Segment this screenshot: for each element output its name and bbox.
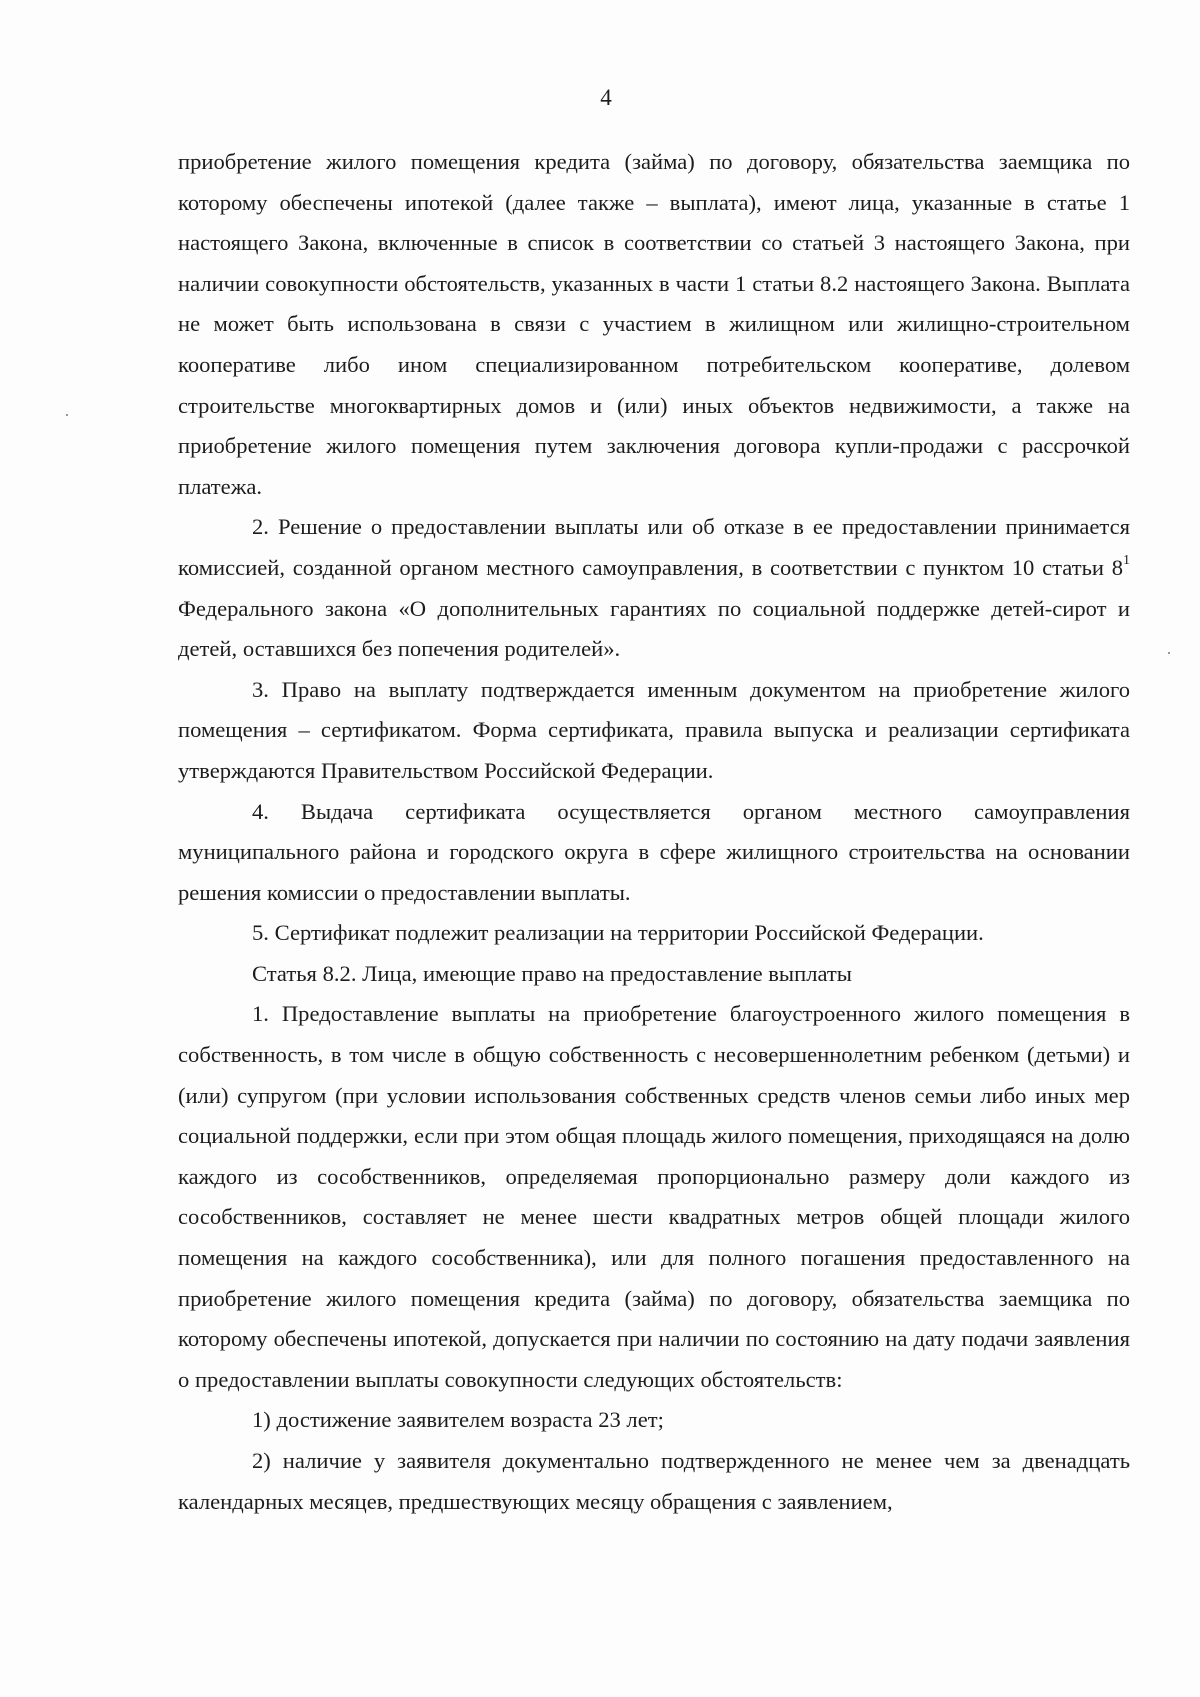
paragraph-2-text-start: 2. Решение о предоставлении выплаты или об отказе в ее предоставлении принимается комиссией, созданной органом местного самоуправления, в соответствии с пунктом 10 статьи 8 [178,514,1130,580]
scan-speck [66,414,68,416]
paragraph-2-text-end: Федерального закона «О дополнительных гарантиях по социальной поддержке детей-сирот и детей, оставшихся без попечения родителей». [178,595,1130,662]
list-item-2: 2) наличие у заявителя документально подтвержденного не менее чем за двенадцать календарных месяцев, предшествующих месяцу обращения с заявлением, [178,1448,1130,1514]
paragraph-3: 3. Право на выплату подтверждается именным документом на приобретение жилого помещения – сертификатом. Форма сертификата, правила выпуска и реализации сертификата утверждаются Правительством Российской Федерации. [178,676,1130,783]
superscript-1: 1 [1123,553,1130,569]
scan-speck [1168,652,1170,654]
paragraph-continuation: приобретение жилого помещения кредита (займа) по договору, обязательства заемщика по которому обеспечены ипотекой (далее также – выплата), имеют лица, указанные в статье 1 настоящего Закона, включенные в список в соответствии со статьей 3 настоящего Закона, при наличии совокупности обстоятельств, указанных в части 1 статьи 8.2 настоящего Закона. Выплата не может быть использована в связи с участием в жилищном или жилищно-строительном кооперативе либо ином специализированном потребительском кооперативе, долевом строительстве многоквартирных домов и (или) иных объектов недвижимости, а также на приобретение жилого помещения путем заключения договора купли-продажи с рассрочкой платежа. [178,149,1130,499]
paragraph-2 [178,507,1130,669]
paragraph-article-8-2-part-1: 1. Предоставление выплаты на приобретение благоустроенного жилого помещения в собственность, в том числе в общую собственность с несовершеннолетним ребенком (детьми) и (или) супругом (при условии использования собственных средств членов семьи либо иных мер социальной поддержки, если при этом общая площадь жилого помещения, приходящаяся на долю каждого из сособственников, определяемая пропорционально размеру доли каждого из сособственников, составляет не менее шести квадратных метров общей площади жилого помещения на каждого сособственника), или для полного погашения предоставленного на приобретение жилого помещения кредита (займа) по договору, обязательства заемщика по которому обеспечены ипотекой, допускается при наличии по состоянию на дату подачи заявления о предоставлении выплаты совокупности следующих обстоятельств: [178,1001,1130,1392]
paragraph-5: 5. Сертификат подлежит реализации на территории Российской Федерации. [252,920,984,946]
page-number: 4 [600,85,612,110]
paragraph-4: 4. Выдача сертификата осуществляется органом местного самоуправления муниципального района и городского округа в сфере жилищного строительства на основании решения комиссии о предоставлении выплаты. [178,798,1130,905]
article-heading: Статья 8.2. Лица, имеющие право на предоставление выплаты [252,960,852,986]
list-item-1: 1) достижение заявителем возраста 23 лет; [252,1407,664,1433]
document-body [178,142,1130,1522]
